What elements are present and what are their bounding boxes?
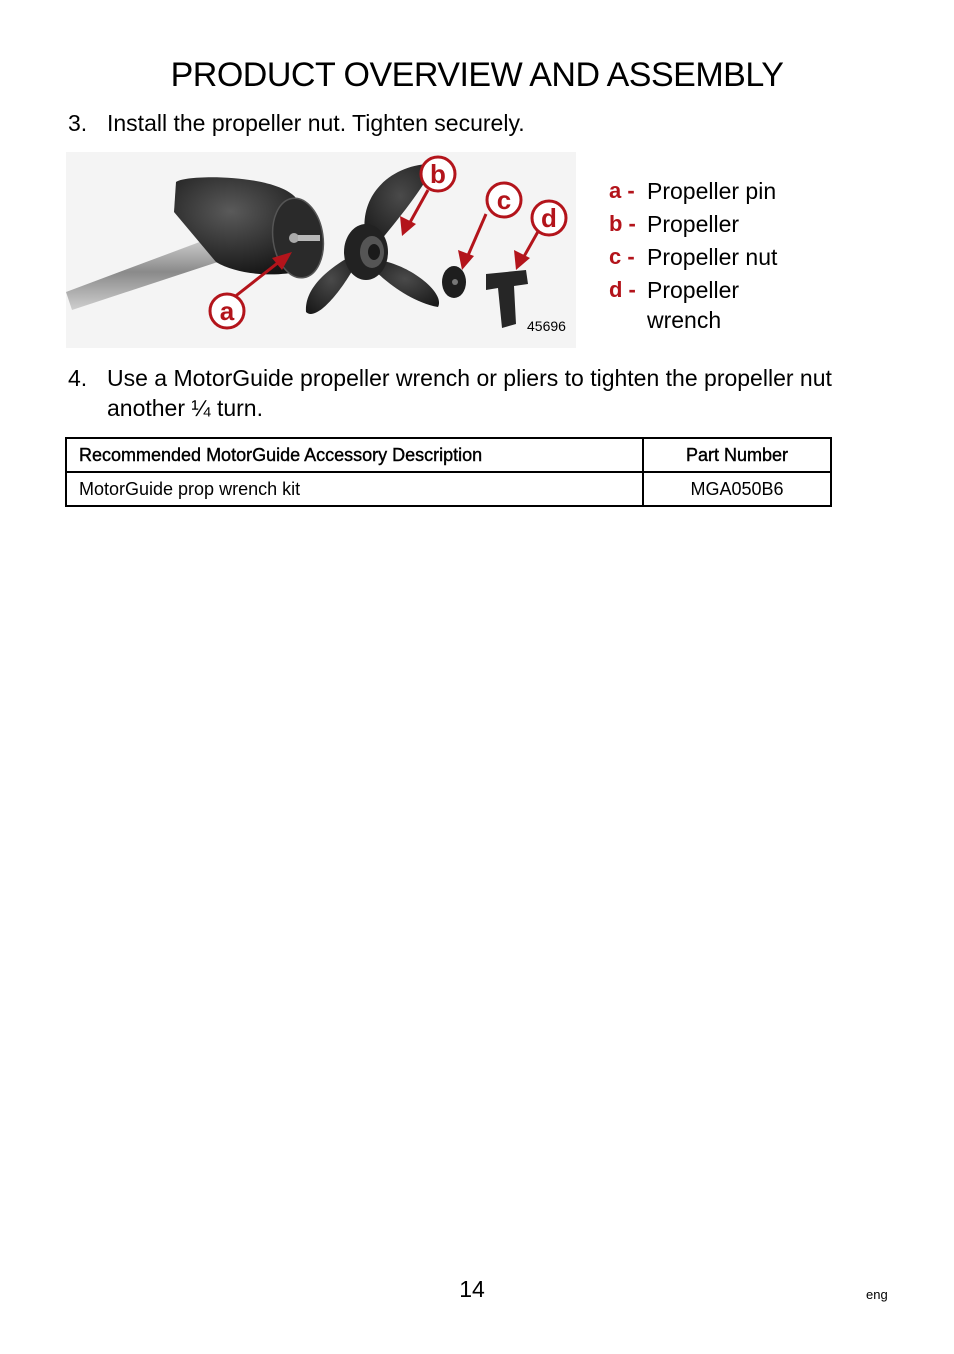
propeller-assembly-figure <box>66 152 576 348</box>
legend-label: Propeller <box>647 211 740 237</box>
table-row <box>66 472 831 506</box>
step-3 <box>68 108 868 140</box>
step-number: 4. <box>68 365 88 391</box>
legend-label: Propeller pin <box>647 178 777 204</box>
figure-legend <box>609 176 929 339</box>
propeller-illustration <box>66 152 576 348</box>
legend-item <box>609 242 929 275</box>
legend-label: Propeller wrench <box>647 277 740 333</box>
step-number: 3. <box>68 110 88 136</box>
page-number: 14 <box>459 1276 485 1302</box>
cell-part-number: MGA050B6 <box>643 472 831 506</box>
propeller-pin-icon <box>289 233 299 243</box>
page-title: PRODUCT OVERVIEW AND ASSEMBLY <box>170 56 784 94</box>
column-header-description: Recommended MotorGuide Accessory Description <box>66 438 643 472</box>
column-header-part-number: Part Number <box>643 438 831 472</box>
svg-text:c: c <box>496 185 512 215</box>
cell-description: MotorGuide prop wrench kit <box>66 472 643 506</box>
language-code: eng <box>866 1287 888 1302</box>
legend-key: c - <box>609 244 635 269</box>
legend-key: b - <box>609 211 636 236</box>
svg-text:d: d <box>541 203 557 233</box>
step-4 <box>68 363 848 427</box>
legend-item <box>609 275 929 339</box>
figure-number: 45696 <box>527 318 566 334</box>
legend-key: a - <box>609 178 635 203</box>
step-text: Use a MotorGuide propeller wrench or pliers to tighten the propeller nut another ¼ turn. <box>107 365 832 421</box>
legend-key: d - <box>609 277 636 302</box>
legend-item <box>609 209 929 242</box>
svg-text:a: a <box>219 296 235 326</box>
step-text: Install the propeller nut. Tighten securely. <box>107 110 525 136</box>
legend-label: Propeller nut <box>647 244 778 270</box>
svg-text:b: b <box>430 159 446 189</box>
accessory-table <box>65 437 832 507</box>
table-header-row <box>66 438 831 472</box>
legend-item <box>609 176 929 209</box>
